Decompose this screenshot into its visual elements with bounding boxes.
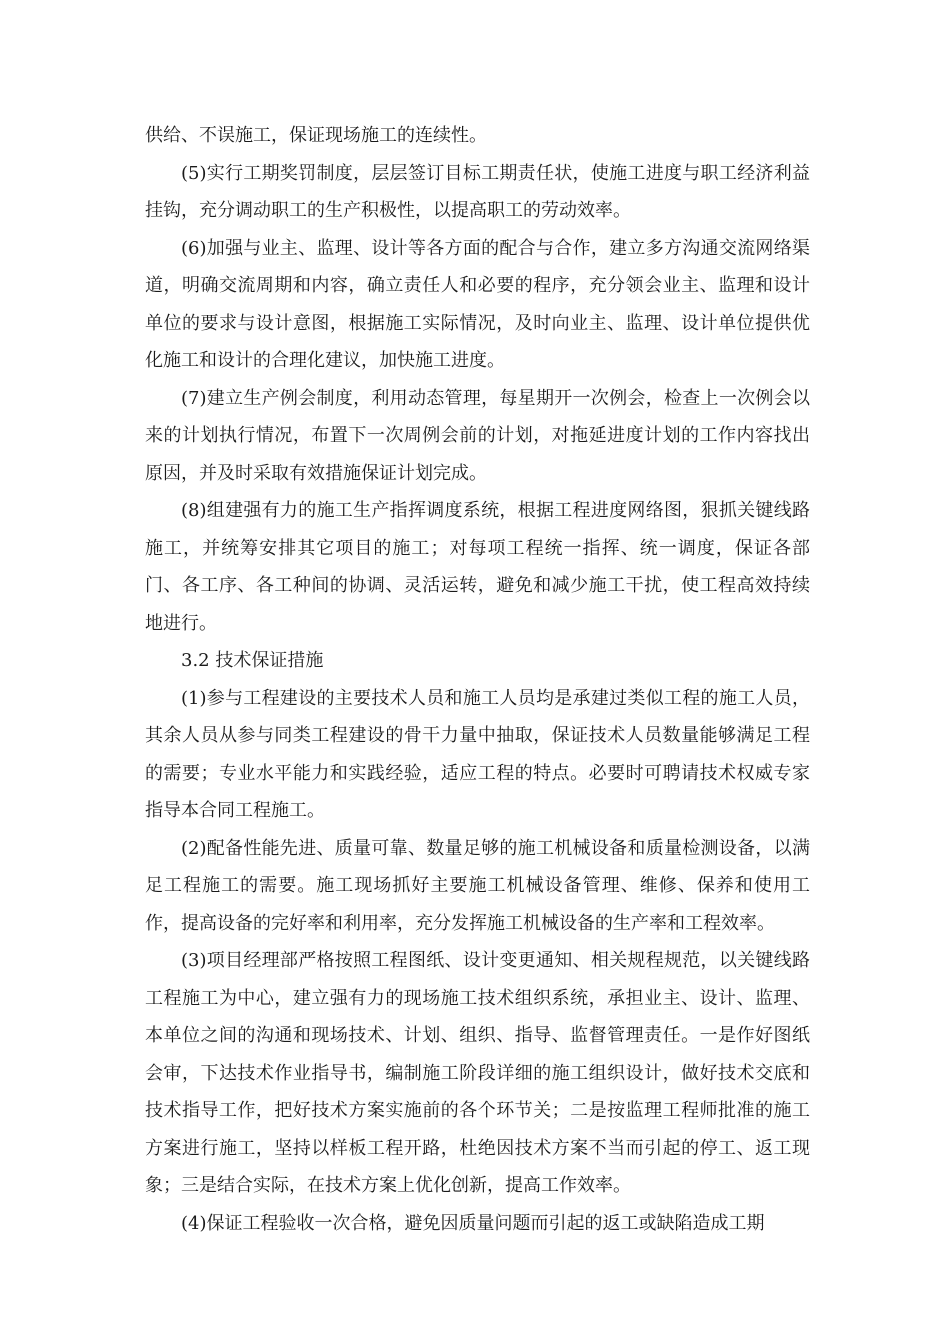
paragraph-tech-4: (4)保证工程验收一次合格，避免因质量问题而引起的返工或缺陷造成工期 [181,1212,765,1234]
document-body [145,117,810,1242]
paragraph-continuation: 供给、不误施工，保证现场施工的连续性。 [145,125,487,146]
paragraph-item-5: (5)实行工期奖罚制度，层层签订目标工期责任状，使施工进度与职工经济利益挂钩，充分调动职工的生产积极性，以提高职工的劳动效率。 [145,162,810,221]
section-heading-3-2: 3.2 技术保证措施 [181,650,324,671]
paragraph-tech-1: (1)参与工程建设的主要技术人员和施工人员均是承建过类似工程的施工人员，其余人员从参与同类工程建设的骨干力量中抽取，保证技术人员数量能够满足工程的需要；专业水平能力和实践经验，适应工程的特点。必要时可聘请技术权威专家指导本合同工程施工。 [145,687,810,821]
paragraph-item-6: (6)加强与业主、监理、设计等各方面的配合与合作，建立多方沟通交流网络渠道，明确交流周期和内容，确立责任人和必要的程序，充分领会业主、监理和设计单位的要求与设计意图，根据施工实际情况，及时向业主、监理、设计单位提供优化施工和设计的合理化建议，加快施工进度。 [145,237,810,371]
paragraph-tech-3: (3)项目经理部严格按照工程图纸、设计变更通知、相关规程规范，以关键线路工程施工为中心，建立强有力的现场施工技术组织系统，承担业主、设计、监理、本单位之间的沟通和现场技术、计划、组织、指导、监督管理责任。一是作好图纸会审，下达技术作业指导书，编制施工阶段详细的施工组织设计，做好技术交底和技术指导工作，把好技术方案实施前的各个环节关；二是按监理工程师批准的施工方案进行施工，坚持以样板工程开路，杜绝因技术方案不当而引起的停工、返工现象；三是结合实际，在技术方案上优化创新，提高工作效率。 [145,950,810,1196]
paragraph-item-8: (8)组建强有力的施工生产指挥调度系统，根据工程进度网络图，狠抓关键线路施工，并统筹安排其它项目的施工；对每项工程统一指挥、统一调度，保证各部门、各工序、各工种间的协调、灵活运转，避免和减少施工干扰，使工程高效持续地进行。 [145,500,810,634]
paragraph-item-7: (7)建立生产例会制度，利用动态管理，每星期开一次例会，检查上一次例会以来的计划执行情况，布置下一次周例会前的计划，对拖延进度计划的工作内容找出原因，并及时采取有效措施保证计划完成。 [145,387,810,484]
paragraph-tech-2: (2)配备性能先进、质量可靠、数量足够的施工机械设备和质量检测设备，以满足工程施工的需要。施工现场抓好主要施工机械设备管理、维修、保养和使用工作，提高设备的完好率和利用率，充分发挥施工机械设备的生产率和工程效率。 [145,837,810,934]
